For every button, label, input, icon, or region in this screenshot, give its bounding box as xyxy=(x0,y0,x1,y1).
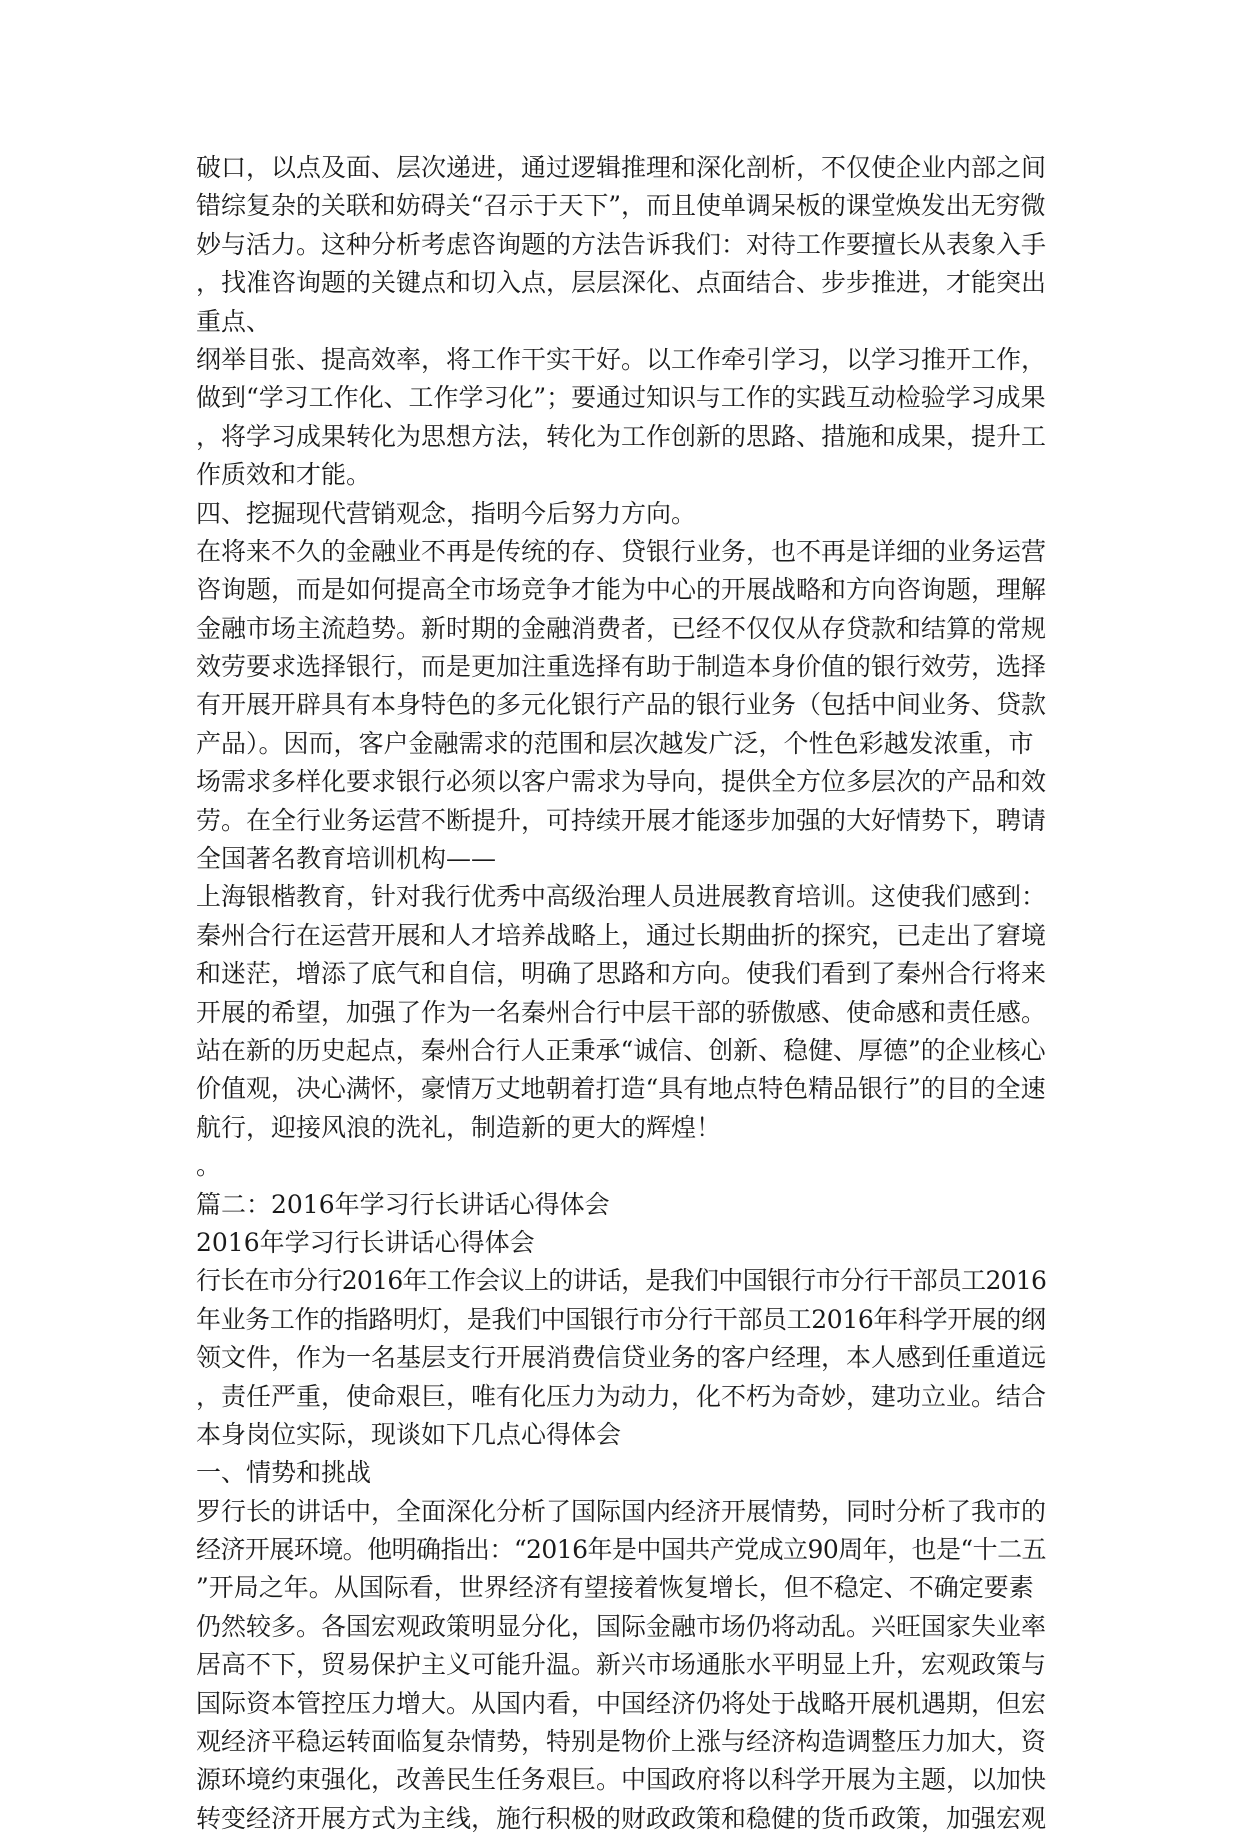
text-line: 本身岗位实际，现谈如下几点心得体会 xyxy=(196,1419,622,1449)
text-line: 效劳要求选择银行，而是更加注重选择有助于制造本身价值的银行效劳，选择 xyxy=(196,652,1047,682)
text-line: ”开局之年。从国际看，世界经济有望接着恢复增长，但不稳定、不确定要素 xyxy=(196,1573,1034,1603)
text-line: 经济开展环境。他明确指出：“2016年是中国共产党成立90周年，也是“十二五 xyxy=(196,1535,1046,1565)
text-line: ，将学习成果转化为思想方法，转化为工作创新的思路、措施和成果，提升工 xyxy=(196,421,1047,451)
text-line: 居高不下，贸易保护主义可能升温。新兴市场通胀水平明显上升，宏观政策与 xyxy=(196,1650,1047,1680)
text-line: 纲举目张、提高效率，将工作干实干好。以工作牵引学习，以学习推开工作， xyxy=(196,344,1047,374)
text-line: 仍然较多。各国宏观政策明显分化，国际金融市场仍将动乱。兴旺国家失业率 xyxy=(196,1611,1047,1641)
text-line: 做到“学习工作化、工作学习化”；要通过知识与工作的实践互动检验学习成果 xyxy=(196,383,1046,413)
text-line: 产品）。因而，客户金融需求的范围和层次越发广泛，个性色彩越发浓重，市 xyxy=(196,728,1034,758)
text-line: 有开展开辟具有本身特色的多元化银行产品的银行业务（包括中间业务、贷款 xyxy=(196,690,1047,720)
text-line: 篇二：2016年学习行长讲话心得体会 xyxy=(196,1189,610,1219)
text-line: 站在新的历史起点，秦州合行人正秉承“诚信、创新、稳健、厚德”的企业核心 xyxy=(196,1035,1046,1065)
text-line: 四、挖掘现代营销观念，指明今后努力方向。 xyxy=(196,498,697,528)
text-line: 航行，迎接风浪的洗礼，制造新的更大的辉煌！ xyxy=(196,1112,722,1142)
text-line: 国际资本管控压力增大。从国内看，中国经济仍将处于战略开展机遇期，但宏 xyxy=(196,1688,1047,1718)
text-line: 金融市场主流趋势。新时期的金融消费者，已经不仅仅从存贷款和结算的常规 xyxy=(196,613,1047,643)
text-line: 一、情势和挑战 xyxy=(196,1458,372,1488)
text-line: ，找准咨询题的关键点和切入点，层层深化、点面结合、步步推进，才能突出 xyxy=(196,268,1047,298)
text-line: 开展的希望，加强了作为一名秦州合行中层干部的骄傲感、使命感和责任感。 xyxy=(196,997,1047,1027)
text-line: ，责任严重，使命艰巨，唯有化压力为动力，化不朽为奇妙，建功立业。结合 xyxy=(196,1381,1047,1411)
text-line: 咨询题，而是如何提高全市场竞争才能为中心的开展战略和方向咨询题，理解 xyxy=(196,575,1047,605)
text-line: 错综复杂的关联和妨碍关“召示于天下”，而且使单调呆板的课堂焕发出无穷微 xyxy=(196,191,1046,221)
text-line: 2016年学习行长讲话心得体会 xyxy=(196,1227,535,1257)
text-line: 罗行长的讲话中，全面深化分析了国际国内经济开展情势，同时分析了我市的 xyxy=(196,1496,1047,1526)
text-line: 妙与活力。这种分析考虑咨询题的方法告诉我们：对待工作要擅长从表象入手 xyxy=(196,229,1047,259)
text-line: 在将来不久的金融业不再是传统的存、贷银行业务，也不再是详细的业务运营 xyxy=(196,536,1047,566)
text-line: 价值观，决心满怀，豪情万丈地朝着打造“具有地点特色精品银行”的目的全速 xyxy=(196,1074,1046,1104)
text-line: 上海银楷教育，针对我行优秀中高级治理人员进展教育培训。这使我们感到： xyxy=(196,882,1047,912)
text-line: 作质效和才能。 xyxy=(196,460,372,490)
text-line: 年业务工作的指路明灯，是我们中国银行市分行干部员工2016年科学开展的纲 xyxy=(196,1304,1046,1334)
text-line: 全国著名教育培训机构—— xyxy=(196,844,497,874)
text-line: 秦州合行在运营开展和人才培养战略上，通过长期曲折的探究，已走出了窘境 xyxy=(196,920,1047,950)
text-line: 行长在市分行2016年工作会议上的讲话，是我们中国银行市分行干部员工2016 xyxy=(196,1266,1047,1296)
document-body xyxy=(196,149,1046,1838)
text-line: 和迷茫，增添了底气和自信，明确了思路和方向。使我们看到了秦州合行将来 xyxy=(196,959,1047,989)
text-line: 观经济平稳运转面临复杂情势，特别是物价上涨与经济构造调整压力加大，资 xyxy=(196,1727,1047,1757)
text-line: 破口，以点及面、层次递进，通过逻辑推理和深化剖析，不仅使企业内部之间 xyxy=(196,153,1047,182)
text-line: 转变经济开展方式为主线，施行积极的财政政策和稳健的货币政策，加强宏观 xyxy=(196,1803,1047,1833)
text-line: 重点、 xyxy=(196,306,272,336)
text-line: 场需求多样化要求银行必须以客户需求为导向，提供全方位多层次的产品和效 xyxy=(196,767,1047,797)
text-line: 源环境约束强化，改善民生任务艰巨。中国政府将以科学开展为主题，以加快 xyxy=(196,1765,1047,1795)
text-line: 。 xyxy=(196,1151,222,1181)
text-line: 劳。在全行业务运营不断提升，可持续开展才能逐步加强的大好情势下，聘请 xyxy=(196,805,1047,835)
text-line: 领文件，作为一名基层支行开展消费信贷业务的客户经理，本人感到任重道远 xyxy=(196,1343,1047,1373)
